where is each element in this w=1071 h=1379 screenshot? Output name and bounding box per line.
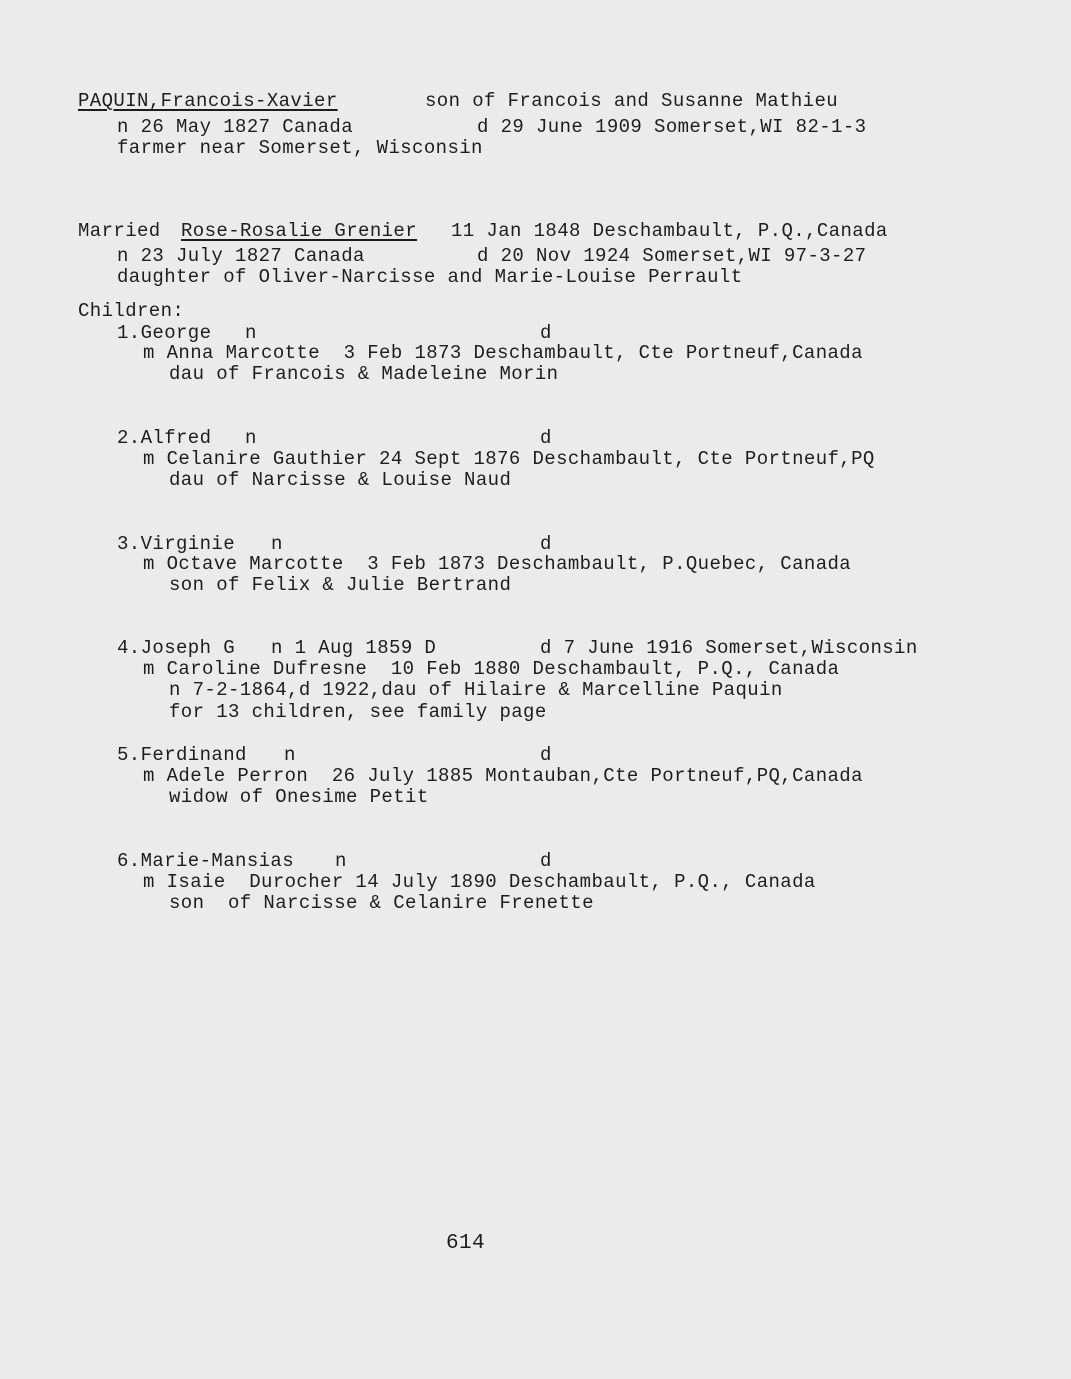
spouse-parents: daughter of Oliver-Narcisse and Marie-Louise Perrault xyxy=(117,266,743,288)
children-heading: Children: xyxy=(78,300,185,322)
subject-birth: n 26 May 1827 Canada xyxy=(117,116,354,138)
child-head: 5.Ferdinand xyxy=(117,744,247,766)
subject-name: PAQUIN,Francois-Xavier xyxy=(78,90,338,112)
child-died: d xyxy=(540,533,552,555)
subject-occupation: farmer near Somerset, Wisconsin xyxy=(117,137,483,159)
child-died: d xyxy=(540,427,552,449)
child-died: d xyxy=(540,744,552,766)
child-marriage: m Celanire Gauthier 24 Sept 1876 Deschambault, Cte Portneuf,PQ xyxy=(143,448,875,470)
child-born: n xyxy=(245,427,257,449)
child-died: d 7 June 1916 Somerset,Wisconsin xyxy=(540,637,918,659)
child-spouse-parents: son of Narcisse & Celanire Frenette xyxy=(169,892,594,914)
child-born: n xyxy=(245,322,257,344)
child-died: d xyxy=(540,322,552,344)
marriage-info: 11 Jan 1848 Deschambault, P.Q.,Canada xyxy=(451,220,888,242)
spouse-death: d 20 Nov 1924 Somerset,WI 97-3-27 xyxy=(477,245,867,267)
child-marriage: m Isaie Durocher 14 July 1890 Deschambault, P.Q., Canada xyxy=(143,871,816,893)
page-number: 614 xyxy=(446,1232,486,1255)
child-spouse-parents: son of Felix & Julie Bertrand xyxy=(169,574,512,596)
child-marriage: m Caroline Dufresne 10 Feb 1880 Deschambault, P.Q., Canada xyxy=(143,658,840,680)
child-born: n xyxy=(335,850,347,872)
spouse-birth: n 23 July 1827 Canada xyxy=(117,245,365,267)
child-spouse-parents: widow of Onesime Petit xyxy=(169,786,429,808)
child-head: 6.Marie-Mansias xyxy=(117,850,295,872)
subject-parents: son of Francois and Susanne Mathieu xyxy=(425,90,839,112)
child-head: 3.Virginie xyxy=(117,533,236,555)
child-marriage: m Adele Perron 26 July 1885 Montauban,Cte Portneuf,PQ,Canada xyxy=(143,765,863,787)
spouse-name: Rose-Rosalie Grenier xyxy=(181,220,418,242)
child-died: d xyxy=(540,850,552,872)
child-head: 4.Joseph G xyxy=(117,637,236,659)
child-head: 1.George xyxy=(117,322,212,344)
subject-death: d 29 June 1909 Somerset,WI 82-1-3 xyxy=(477,116,867,138)
child-note: for 13 children, see family page xyxy=(169,701,547,723)
child-spouse-details: n 7-2-1864,d 1922,dau of Hilaire & Marcelline Paquin xyxy=(169,679,783,701)
child-born: n xyxy=(284,744,296,766)
child-born: n xyxy=(271,533,283,555)
child-spouse-parents: dau of Francois & Madeleine Morin xyxy=(169,363,559,385)
child-spouse-parents: dau of Narcisse & Louise Naud xyxy=(169,469,512,491)
child-born: n 1 Aug 1859 D xyxy=(271,637,437,659)
child-marriage: m Anna Marcotte 3 Feb 1873 Deschambault, Cte Portneuf,Canada xyxy=(143,342,863,364)
married-label: Married xyxy=(78,220,161,242)
child-head: 2.Alfred xyxy=(117,427,212,449)
child-marriage: m Octave Marcotte 3 Feb 1873 Deschambault, P.Quebec, Canada xyxy=(143,553,852,575)
